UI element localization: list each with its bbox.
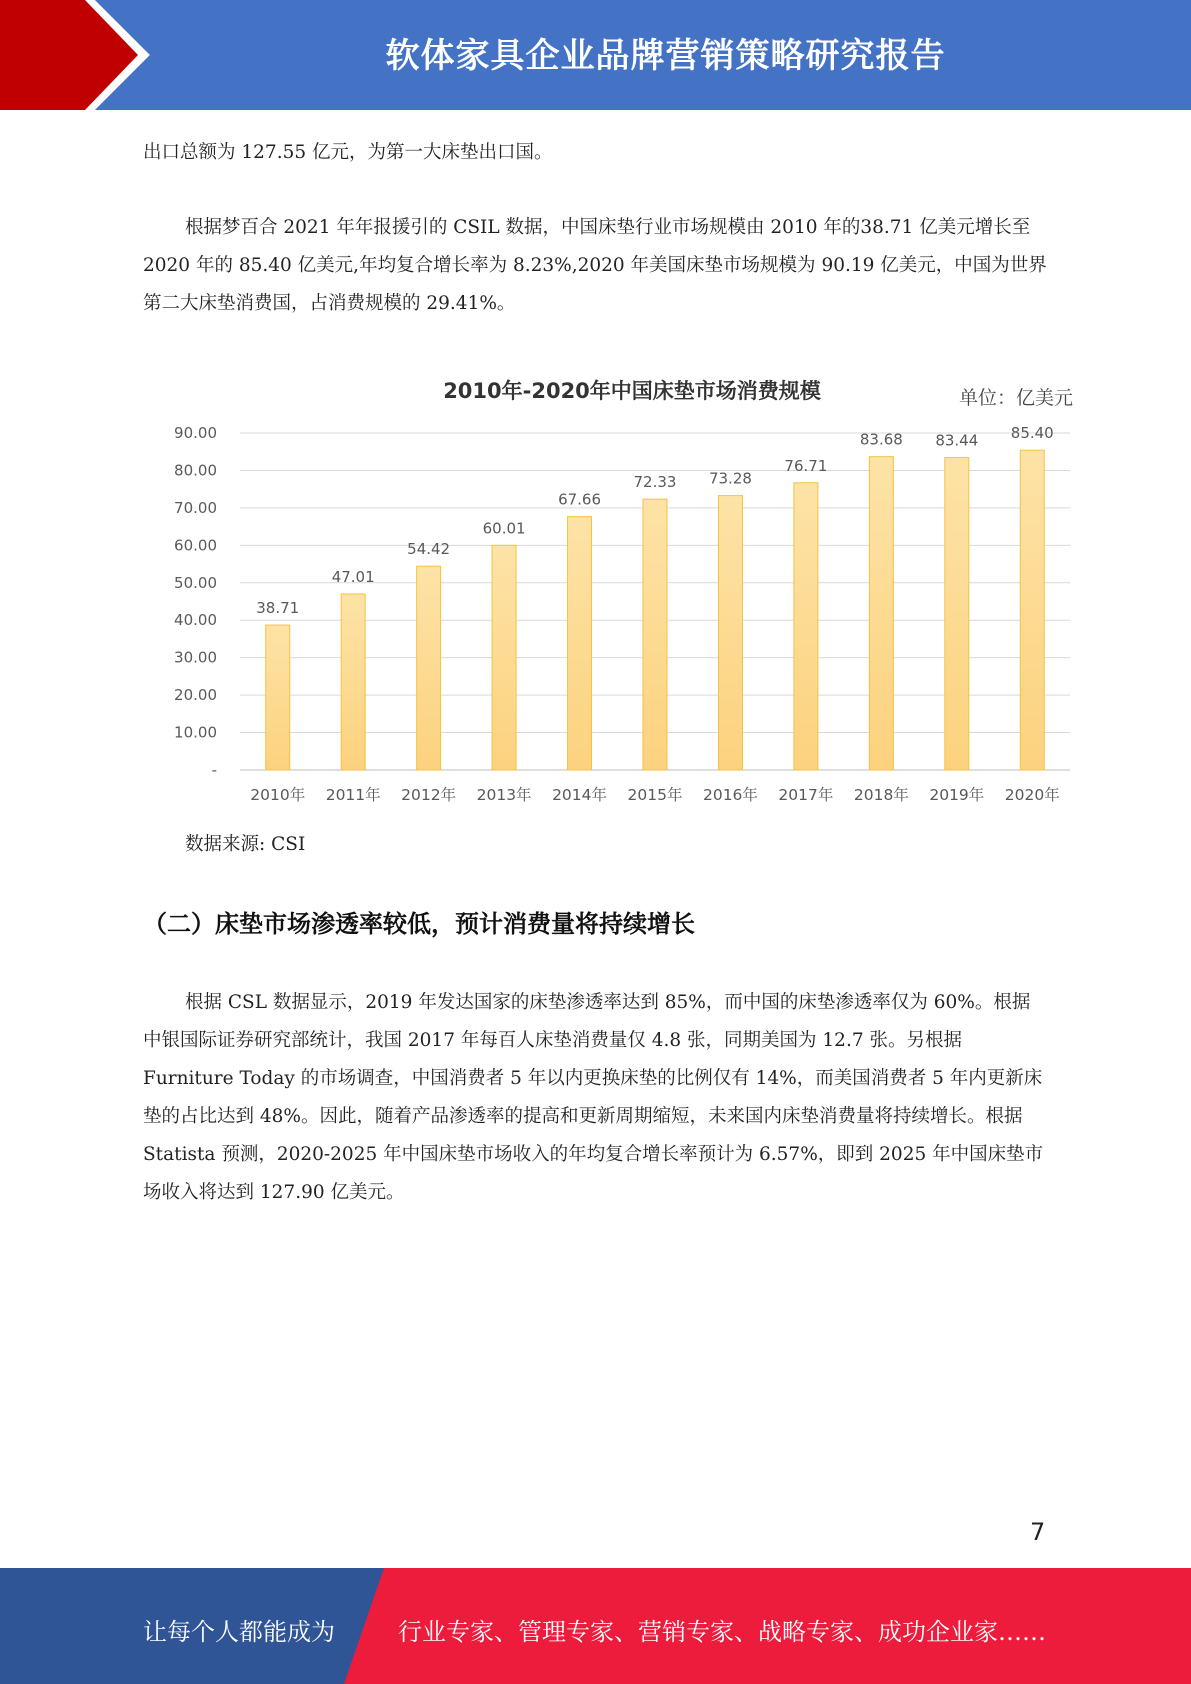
bar-2014年 (568, 517, 592, 770)
data-source-note: 数据来源: CSI (185, 834, 306, 855)
y-tick-label: 60.00 (174, 536, 217, 555)
report-title: 软体家具企业品牌营销策略研究报告 (385, 36, 946, 76)
bar-2016年 (718, 496, 742, 770)
x-tick-label: 2015年 (627, 786, 683, 804)
chart-svg (174, 365, 1080, 825)
bar-value-label: 73.28 (708, 469, 752, 488)
chart-title: 2010年-2020年中国床垫市场消费规模 (443, 379, 821, 403)
y-tick-label: 80.00 (174, 461, 217, 480)
paragraph-export-total: 出口总额为 127.55 亿元，为第一大床垫出口国。 (143, 142, 553, 163)
x-tick-label: 2012年 (401, 786, 457, 804)
bar-value-label: 38.71 (256, 599, 300, 618)
bar-value-label: 72.33 (633, 473, 677, 492)
y-tick-label: 30.00 (174, 648, 217, 667)
y-tick-label: - (211, 761, 217, 779)
page-footer (0, 1568, 1191, 1684)
footer-roles: 行业专家、管理专家、营销专家、战略专家、成功企业家…… (398, 1618, 1046, 1646)
x-tick-label: 2020年 (1004, 786, 1060, 804)
bar-value-label: 47.01 (331, 567, 375, 586)
bar-value-label: 83.44 (935, 431, 979, 450)
y-tick-label: 50.00 (174, 573, 217, 592)
y-tick-label: 70.00 (174, 498, 217, 517)
y-tick-label: 90.00 (174, 424, 217, 442)
bar-value-label: 67.66 (558, 490, 602, 509)
bar-value-label: 85.40 (1010, 424, 1054, 443)
bar-2017年 (794, 483, 818, 770)
chart-unit-label: 单位：亿美元 (958, 387, 1073, 409)
chart-x-axis (250, 785, 1059, 804)
x-tick-label: 2018年 (853, 786, 909, 804)
bar-2020年 (1020, 450, 1044, 770)
mattress-market-chart (174, 365, 1080, 825)
bar-2010年 (266, 625, 290, 770)
x-tick-label: 2013年 (476, 786, 532, 804)
bar-value-label: 60.01 (482, 519, 526, 538)
bar-2015年 (643, 499, 667, 770)
chart-bars (266, 450, 1045, 770)
bar-value-label: 76.71 (784, 456, 828, 475)
bar-value-label: 83.68 (859, 430, 903, 449)
paragraph-penetration-rate: 根据 CSL 数据显示，2019 年发达国家的床垫渗透率达到 85%，而中国的床垫渗透率仅为 60%。根据中银国际证券研究部统计，我国 2017 年每百人床垫消费量仅 4.8 张，同期美国为 12.7 张。另根据 Furniture Today 的市场调查，中国消费者 5 年以内更换床垫的比例仅有 14%，而美国消费者 5 年内更新床垫的占比达到 48%。因此，随着产品渗透率的提高和更新周期缩短，未来国内床垫消费量将持续增长。根据 Statista 预测，2020-2025 年中国床垫市场收入的年均复合增长率预计为 6.57%，即到 2025 年中国床垫市场收入将达到 127.90 亿美元。 (143, 992, 1044, 1203)
chart-y-axis (174, 424, 217, 779)
y-tick-label: 10.00 (174, 723, 217, 742)
footer-slogan: 让每个人都能成为 (143, 1618, 335, 1646)
x-tick-label: 2011年 (325, 786, 381, 804)
bar-value-label: 54.42 (407, 540, 451, 559)
section-heading: （二）床垫市场渗透率较低，预计消费量将持续增长 (143, 910, 695, 938)
header-red-arrow-decoration (0, 0, 160, 110)
page-header (0, 0, 1191, 110)
bar-2012年 (417, 566, 441, 770)
x-tick-label: 2010年 (250, 786, 306, 804)
x-tick-label: 2017年 (778, 786, 834, 804)
x-tick-label: 2014年 (552, 786, 608, 804)
bar-2019年 (945, 458, 969, 770)
bar-2013年 (492, 545, 516, 770)
paragraph-market-size: 根据梦百合 2021 年年报援引的 CSIL 数据，中国床垫行业市场规模由 2010 年的38.71 亿美元增长至 2020 年的 85.40 亿美元,年均复合增长率为 8.23%,2020 年美国床垫市场规模为 90.19 亿美元，中国为世界第二大床垫消费国，占消费规模的 29.41%。 (143, 217, 1047, 314)
bar-2011年 (341, 594, 365, 770)
x-tick-label: 2016年 (702, 786, 758, 804)
x-tick-label: 2019年 (929, 786, 985, 804)
bar-2018年 (869, 457, 893, 770)
y-tick-label: 20.00 (174, 686, 217, 705)
y-tick-label: 40.00 (174, 611, 217, 630)
page-number: 7 (1030, 1518, 1046, 1546)
